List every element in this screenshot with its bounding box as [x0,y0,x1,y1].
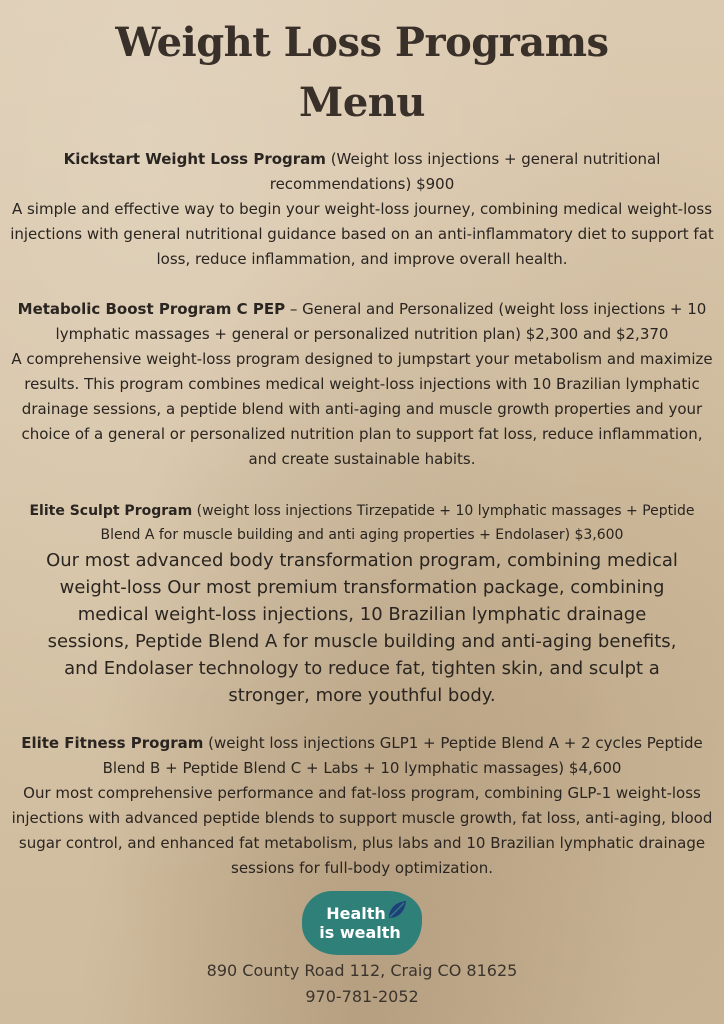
program-details: (Weight loss injections + general nutritional recommendations) $900 [269,150,661,193]
program-description: A comprehensive weight-loss program designed to jumpstart your metabolism and maximize results. This program combines medical weight-loss injections with 10 Brazilian lymphatic drainage sessions, a peptide blend with anti-aging and muscle growth properties and your choice of a general or personalized nutrition plan to support fat loss, reduce inflammation, and create sustainable habits. [11,350,713,468]
health-is-wealth-logo [302,891,422,955]
program-details: – General and Personalized (weight loss injections + 10 lymphatic massages + general or personalized nutrition plan) $2,300 and $2,370 [55,300,707,343]
program-name: Kickstart Weight Loss Program [63,150,326,168]
program-kickstart [8,147,716,272]
program-metabolic-boost [8,297,716,472]
program-heading [8,147,716,197]
leaf-icon [386,899,408,921]
program-name: Metabolic Boost Program C PEP [17,300,286,318]
program-description: A simple and effective way to begin your weight-loss journey, combining medical weight-loss injections with general nutritional guidance based on an anti-inflammatory diet to support fat loss, reduce inflammation, and improve overall health. [10,200,714,268]
logo-text-line1: Health [326,904,386,923]
program-heading [2,731,722,781]
program-description: Our most advanced body transformation program, combining medical weight-loss Our most premium transformation package, combining medical weight-loss injections, 10 Brazilian lymphatic drainage sessions, Peptide Blend A for muscle building and anti-aging benefits, and Endolaser technology to reduce fat, tighten skin, and sculpt a stronger, more youthful body. [46,550,678,706]
program-elite-sculpt [20,499,704,709]
page-subtitle: Menu [299,79,425,126]
program-elite-fitness [2,731,722,881]
address: 890 County Road 112, Craig CO 81625 [206,961,518,980]
program-details: (weight loss injections GLP1 + Peptide Blend A + 2 cycles Peptide Blend B + Peptide Blend C + Labs + 10 lymphatic massages) $4,600 [102,734,703,777]
phone-number: 970-781-2052 [305,987,419,1006]
page-title: Weight Loss Programs [115,19,609,66]
program-name: Elite Sculpt Program [29,503,193,519]
program-heading [20,499,704,547]
program-details: (weight loss injections Tirzepatide + 10 lymphatic massages + Peptide Blend A for muscle building and anti aging properties + Endolaser) $3,600 [100,503,695,543]
logo-text-line2: is wealth [319,923,401,942]
program-name: Elite Fitness Program [21,734,204,752]
program-description: Our most comprehensive performance and fat-loss program, combining GLP-1 weight-loss injections with advanced peptide blends to support muscle growth, fat loss, anti-aging, blood sugar control, and enhanced fat metabolism, plus labs and 10 Brazilian lymphatic drainage sessions for full-body optimization. [11,784,713,877]
program-heading [8,297,716,347]
